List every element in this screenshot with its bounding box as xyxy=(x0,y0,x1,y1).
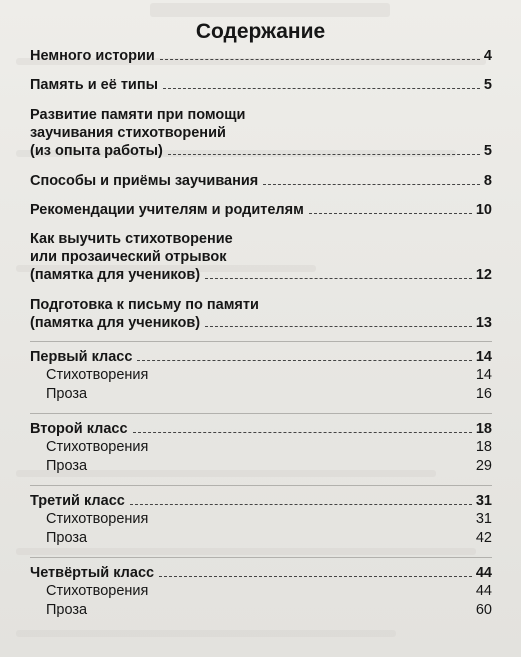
page-number: 10 xyxy=(475,202,492,218)
toc-line xyxy=(30,106,492,124)
page-number: 4 xyxy=(483,48,492,64)
toc-entry-title: заучивания стихотворений xyxy=(30,125,226,141)
toc-entry-memory-types xyxy=(30,76,492,94)
toc-line xyxy=(30,47,492,65)
toc-entry-title: (памятка для учеников) xyxy=(30,315,201,331)
toc-entry-title: Память и её типы xyxy=(30,77,158,93)
section-divider xyxy=(30,485,492,486)
dot-leader xyxy=(205,278,472,279)
toc-entry-title: (из опыта работы) xyxy=(30,143,163,159)
toc-entry-title: Немного истории xyxy=(30,48,155,64)
toc-entry-memory-development xyxy=(30,106,492,160)
section-divider xyxy=(30,413,492,414)
toc-class-fourth xyxy=(30,564,492,620)
page-number: 42 xyxy=(475,530,492,546)
page-number: 44 xyxy=(475,565,492,581)
toc-entry-methods xyxy=(30,172,492,190)
bleed-through-text xyxy=(150,3,390,17)
toc-line xyxy=(30,492,492,510)
page-number: 12 xyxy=(475,267,492,283)
page-number: 14 xyxy=(475,349,492,365)
dot-leader xyxy=(205,326,472,327)
toc-subentry xyxy=(30,385,492,404)
dot-leader xyxy=(130,504,472,505)
class-title: Первый класс xyxy=(30,349,133,365)
dot-leader xyxy=(309,213,472,214)
bleed-through-text xyxy=(16,548,476,555)
toc-entry-writing-prep xyxy=(30,296,492,332)
section-divider xyxy=(30,557,492,558)
toc-entry-title: Развитие памяти при помощи xyxy=(30,107,246,123)
toc-line xyxy=(30,76,492,94)
page-number: 44 xyxy=(475,583,492,599)
dot-leader xyxy=(159,576,472,577)
page-number: 60 xyxy=(475,602,492,618)
toc-class-second xyxy=(30,420,492,476)
toc-subentry xyxy=(30,457,492,476)
class-title: Четвёртый класс xyxy=(30,565,155,581)
class-title: Третий класс xyxy=(30,493,125,509)
page-number: 29 xyxy=(475,458,492,474)
toc-entry-how-to-learn xyxy=(30,230,492,284)
page-number: 13 xyxy=(475,315,492,331)
toc-entry-title: Подготовка к письму по памяти xyxy=(30,297,259,313)
class-title: Второй класс xyxy=(30,421,128,437)
toc-subentry xyxy=(30,510,492,529)
page-number: 31 xyxy=(475,493,492,509)
toc-line xyxy=(30,201,492,219)
toc-line xyxy=(30,172,492,190)
dot-leader xyxy=(168,154,480,155)
toc-line xyxy=(30,266,492,284)
page-number: 8 xyxy=(483,173,492,189)
toc-entry-title: или прозаический отрывок xyxy=(30,249,227,265)
toc-line xyxy=(30,420,492,438)
toc-entry-title: Рекомендации учителям и родителям xyxy=(30,202,304,218)
toc-entry-title: (памятка для учеников) xyxy=(30,267,201,283)
subentry-title: Проза xyxy=(46,458,88,474)
page-number: 18 xyxy=(475,421,492,437)
toc-subentry xyxy=(30,601,492,620)
page-number: 18 xyxy=(475,439,492,455)
page-number: 31 xyxy=(475,511,492,527)
toc-entry-title: Как выучить стихотворение xyxy=(30,231,233,247)
toc-subentry xyxy=(30,438,492,457)
toc-line xyxy=(30,142,492,160)
dot-leader xyxy=(137,360,471,361)
subentry-title: Стихотворения xyxy=(46,367,149,383)
subentry-title: Проза xyxy=(46,602,88,618)
toc-line xyxy=(30,124,492,142)
toc-line xyxy=(30,564,492,582)
bleed-through-text xyxy=(16,630,396,637)
toc-class-first xyxy=(30,348,492,404)
toc-entry-recommendations xyxy=(30,201,492,219)
toc-line xyxy=(30,296,492,314)
toc-entry-title: Способы и приёмы заучивания xyxy=(30,173,259,189)
dot-leader xyxy=(163,88,480,89)
dot-leader xyxy=(263,184,480,185)
subentry-title: Стихотворения xyxy=(46,511,149,527)
toc-line xyxy=(30,248,492,266)
toc-class-third xyxy=(30,492,492,548)
toc-subentry xyxy=(30,582,492,601)
subentry-title: Стихотворения xyxy=(46,583,149,599)
section-divider xyxy=(30,341,492,342)
dot-leader xyxy=(160,59,480,60)
page-number: 14 xyxy=(475,367,492,383)
contents-title: Содержание xyxy=(195,20,326,43)
page-number: 5 xyxy=(483,143,492,159)
subentry-title: Проза xyxy=(46,386,88,402)
subentry-title: Проза xyxy=(46,530,88,546)
toc-line xyxy=(30,348,492,366)
subentry-title: Стихотворения xyxy=(46,439,149,455)
page-number: 16 xyxy=(475,386,492,402)
toc-subentry xyxy=(30,529,492,548)
page-number: 5 xyxy=(483,77,492,93)
toc-entry-history xyxy=(30,47,492,65)
dot-leader xyxy=(133,432,472,433)
toc-line xyxy=(30,230,492,248)
toc-subentry xyxy=(30,366,492,385)
toc-line xyxy=(30,314,492,332)
